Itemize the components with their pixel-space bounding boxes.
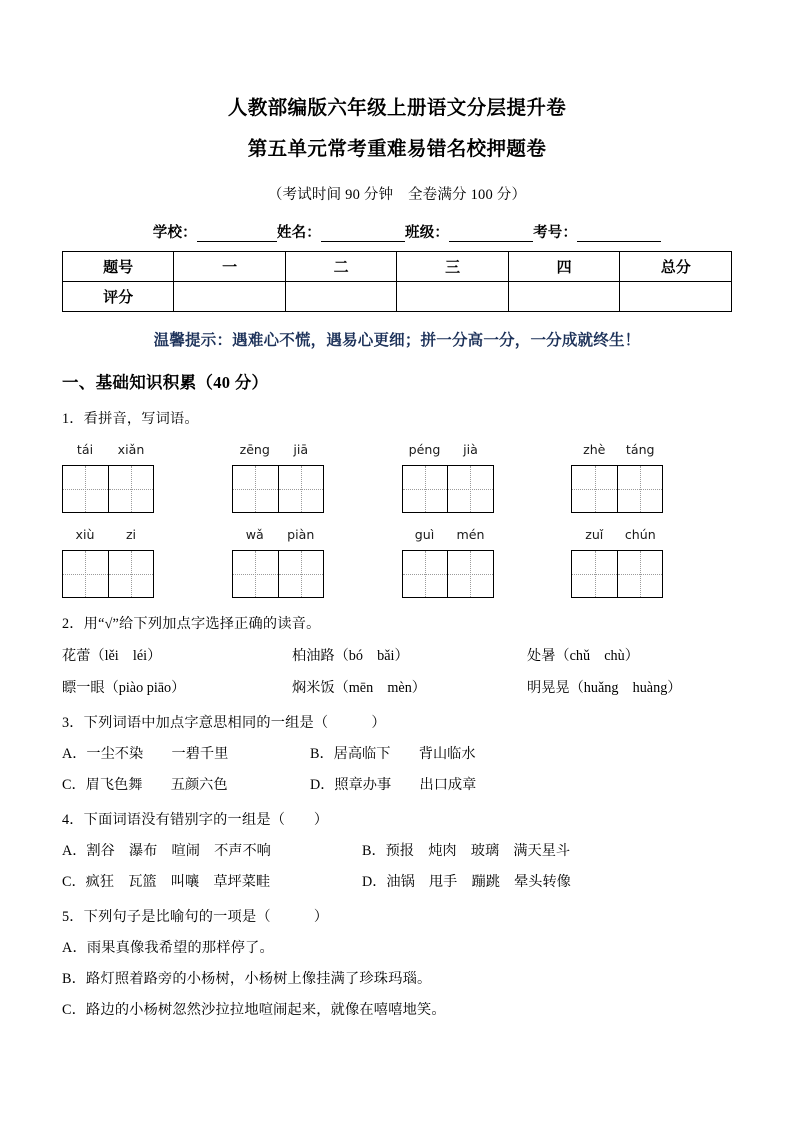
option-d[interactable]: D．照章办事 出口成章 bbox=[310, 776, 477, 793]
exam-no-label: 考号： bbox=[533, 224, 578, 241]
question-2-line-2 bbox=[62, 677, 732, 697]
pinyin-labels bbox=[62, 527, 154, 542]
paper-title-line-1: 人教部编版六年级上册语文分层提升卷 bbox=[227, 98, 567, 119]
school-label: 学校： bbox=[152, 224, 197, 241]
question-1-grid-row-1 bbox=[62, 442, 732, 513]
pinyin-syllable: tái bbox=[76, 441, 94, 457]
tianzige-box[interactable] bbox=[571, 550, 663, 598]
pinyin-group bbox=[232, 527, 393, 598]
tianzige-cell[interactable] bbox=[63, 466, 108, 512]
tianzige-cell[interactable] bbox=[233, 551, 278, 597]
pronunciation-choice[interactable]: 焖米饭（mēn mèn） bbox=[292, 679, 426, 696]
pinyin-syllable: péng bbox=[408, 441, 441, 457]
cell-question-1: 一 bbox=[174, 251, 286, 281]
question-4-option-row bbox=[62, 871, 732, 891]
option-c[interactable]: C．疯狂 瓦篮 叫嚷 草坪菜畦 bbox=[62, 873, 271, 890]
pinyin-syllable: zēng bbox=[239, 441, 270, 457]
cell-question-no-label: 题号 bbox=[63, 251, 174, 281]
pronunciation-choice[interactable]: 瞟一眼（piào piāo） bbox=[62, 679, 186, 696]
cell-score-total[interactable] bbox=[620, 281, 732, 311]
name-blank[interactable] bbox=[321, 227, 405, 242]
tianzige-cell[interactable] bbox=[572, 551, 617, 597]
cell-question-2: 二 bbox=[285, 251, 397, 281]
pinyin-syllable: jià bbox=[463, 441, 478, 457]
pinyin-syllable: zi bbox=[125, 526, 137, 542]
question-5-stem: 5．下列句子是比喻句的一项是（ ） bbox=[62, 908, 329, 925]
tianzige-cell[interactable] bbox=[617, 551, 662, 597]
pinyin-syllable: chún bbox=[624, 526, 656, 542]
pinyin-group bbox=[232, 442, 393, 513]
pinyin-syllable: mén bbox=[456, 526, 485, 542]
section-heading-basics: 一、基础知识积累（40 分） bbox=[62, 372, 269, 392]
table-row-question-no bbox=[63, 251, 732, 281]
tianzige-cell[interactable] bbox=[108, 466, 153, 512]
cell-score-3[interactable] bbox=[397, 281, 509, 311]
tianzige-box[interactable] bbox=[402, 550, 494, 598]
cell-total: 总分 bbox=[620, 251, 732, 281]
class-label: 班级： bbox=[405, 224, 450, 241]
tianzige-cell[interactable] bbox=[572, 466, 617, 512]
tianzige-cell[interactable] bbox=[403, 466, 448, 512]
tianzige-cell[interactable] bbox=[233, 466, 278, 512]
cell-score-4[interactable] bbox=[508, 281, 620, 311]
option-a[interactable]: A．一尘不染 一碧千里 bbox=[62, 745, 229, 762]
question-1-stem: 1．看拼音，写词语。 bbox=[62, 410, 199, 427]
question-3-option-row bbox=[62, 774, 732, 794]
tianzige-box[interactable] bbox=[62, 550, 154, 598]
pinyin-group bbox=[402, 527, 563, 598]
question-4-stem: 4．下面词语没有错别字的一组是（ ） bbox=[62, 811, 329, 828]
tianzige-cell[interactable] bbox=[63, 551, 108, 597]
pinyin-syllable: xiù bbox=[75, 526, 95, 542]
question-3-option-row bbox=[62, 743, 732, 763]
tianzige-cell[interactable] bbox=[403, 551, 448, 597]
option-b[interactable]: B．预报 炖肉 玻璃 满天星斗 bbox=[362, 842, 571, 859]
cell-score-label: 评分 bbox=[63, 281, 174, 311]
name-label: 姓名： bbox=[276, 224, 321, 241]
class-blank[interactable] bbox=[449, 227, 533, 242]
pronunciation-choice[interactable]: 明晃晃（huǎng huàng） bbox=[527, 679, 682, 696]
warm-tip-banner: 温馨提示：遇难心不慌，遇易心更细；拼一分高一分，一分成就终生！ bbox=[153, 331, 641, 349]
tianzige-cell[interactable] bbox=[447, 466, 492, 512]
exam-no-blank[interactable] bbox=[577, 227, 661, 242]
pinyin-syllable: jiā bbox=[293, 441, 309, 457]
student-info-line bbox=[62, 221, 732, 242]
title-block bbox=[62, 0, 732, 204]
option-a[interactable]: A．雨果真像我希望的那样停了。 bbox=[62, 939, 274, 956]
pinyin-labels bbox=[571, 527, 663, 542]
tianzige-box[interactable] bbox=[62, 465, 154, 513]
exam-meta-line: （考试时间 90 分钟 全卷满分 100 分） bbox=[267, 186, 527, 203]
question-3-stem: 3．下列词语中加点字意思相同的一组是（ ） bbox=[62, 714, 386, 731]
tianzige-box[interactable] bbox=[571, 465, 663, 513]
pronunciation-choice[interactable]: 柏油路（bó bǎi） bbox=[292, 647, 409, 664]
score-table bbox=[62, 251, 732, 312]
tianzige-cell[interactable] bbox=[617, 466, 662, 512]
pinyin-group bbox=[571, 442, 732, 513]
question-2-line-1 bbox=[62, 645, 732, 665]
option-d[interactable]: D．油锅 甩手 蹦跳 晕头转像 bbox=[362, 873, 571, 890]
pinyin-syllable: wǎ bbox=[245, 526, 264, 542]
pinyin-labels bbox=[62, 442, 154, 457]
pinyin-syllable: guì bbox=[414, 526, 435, 542]
tianzige-cell[interactable] bbox=[278, 551, 323, 597]
option-b[interactable]: B．居高临下 背山临水 bbox=[310, 745, 476, 762]
paper-title-line-2: 第五单元常考重难易错名校押题卷 bbox=[247, 139, 547, 161]
tianzige-cell[interactable] bbox=[108, 551, 153, 597]
cell-question-4: 四 bbox=[508, 251, 620, 281]
pronunciation-choice[interactable]: 处暑（chǔ chù） bbox=[527, 647, 639, 664]
pinyin-labels bbox=[232, 442, 324, 457]
pinyin-syllable: piàn bbox=[287, 526, 315, 542]
pinyin-syllable: táng bbox=[625, 441, 655, 457]
tianzige-cell[interactable] bbox=[447, 551, 492, 597]
option-b[interactable]: B．路灯照着路旁的小杨树，小杨树上像挂满了珍珠玛瑙。 bbox=[62, 970, 432, 987]
pinyin-group bbox=[402, 442, 563, 513]
table-row-score bbox=[63, 281, 732, 311]
pinyin-labels bbox=[232, 527, 324, 542]
pinyin-labels bbox=[402, 442, 494, 457]
option-a[interactable]: A．割谷 瀑布 喧闹 不声不响 bbox=[62, 842, 271, 859]
cell-score-2[interactable] bbox=[285, 281, 397, 311]
option-c[interactable]: C．眉飞色舞 五颜六色 bbox=[62, 776, 228, 793]
tianzige-box[interactable] bbox=[232, 465, 324, 513]
question-4-option-row bbox=[62, 840, 732, 860]
question-2-stem: 2．用“√”给下列加点字选择正确的读音。 bbox=[62, 615, 321, 632]
pinyin-group bbox=[571, 527, 732, 598]
pinyin-group bbox=[62, 442, 223, 513]
pinyin-group bbox=[62, 527, 223, 598]
pinyin-syllable: xiǎn bbox=[117, 441, 145, 457]
pronunciation-choice[interactable]: 花蕾（lěi léi） bbox=[62, 647, 162, 664]
tianzige-box[interactable] bbox=[232, 550, 324, 598]
question-1-grid-row-2 bbox=[62, 527, 732, 598]
pinyin-labels bbox=[402, 527, 494, 542]
school-blank[interactable] bbox=[197, 227, 277, 242]
pinyin-syllable: zhè bbox=[583, 441, 606, 457]
pinyin-syllable: zuǐ bbox=[585, 526, 604, 542]
cell-score-1[interactable] bbox=[174, 281, 286, 311]
cell-question-3: 三 bbox=[397, 251, 509, 281]
tianzige-cell[interactable] bbox=[278, 466, 323, 512]
tianzige-box[interactable] bbox=[402, 465, 494, 513]
option-c[interactable]: C．路边的小杨树忽然沙拉拉地喧闹起来，就像在嘻嘻地笑。 bbox=[62, 1001, 446, 1018]
pinyin-labels bbox=[571, 442, 663, 457]
